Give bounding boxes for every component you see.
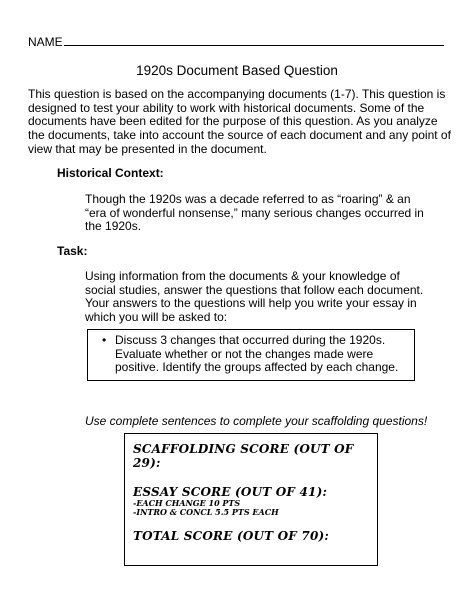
scaffolding-score-label: SCAFFOLDING SCORE (OUT OF 29):: [133, 442, 354, 470]
instruction-text: Use complete sentences to complete your scaffolding questions!: [85, 414, 428, 428]
essay-detail-intro-concl: -INTRO & CONCL 5.5 PTS EACH: [133, 507, 279, 517]
essay-score-label: ESSAY SCORE (OUT OF 41):: [133, 485, 328, 499]
task-bullet-text: Discuss 3 changes that occurred during the 1920s. Evaluate whether or not the changes made were positive. Identify the groups affected by each change.: [115, 333, 399, 375]
historical-context-text: Though the 1920s was a decade referred to as “roaring” & an “era of wonderful nonsense,” many serious changes occurred in the 1920s.: [85, 192, 424, 234]
intro-paragraph: This question is based on the accompanying documents (1-7). This question is designed to test your ability to work with historical documents. Some of the documents have been edited for the purpose of this question. As you analyze the documents, take into account the source of each document and any point of view that may be presented in the document.: [28, 87, 451, 156]
task-bullet-item: [102, 334, 415, 375]
essay-detail-change: -EACH CHANGE 10 PTS: [133, 498, 241, 508]
total-score-label: TOTAL SCORE (OUT OF 70):: [133, 529, 330, 543]
task-bullet-box: [87, 329, 415, 381]
name-field: [28, 34, 444, 49]
page-title: 1920s Document Based Question: [136, 63, 338, 78]
task-heading: Task:: [57, 244, 88, 258]
name-blank-line: [64, 34, 444, 46]
name-label: NAME: [28, 35, 63, 49]
score-box: [124, 433, 378, 566]
historical-context-heading: Historical Context:: [57, 166, 164, 180]
bullet-dot-icon: •: [102, 333, 107, 347]
task-text: Using information from the documents & your knowledge of social studies, answer the questions that follow each document. Your answers to the questions will help you write your essay in which you will be asked to:: [85, 269, 424, 325]
